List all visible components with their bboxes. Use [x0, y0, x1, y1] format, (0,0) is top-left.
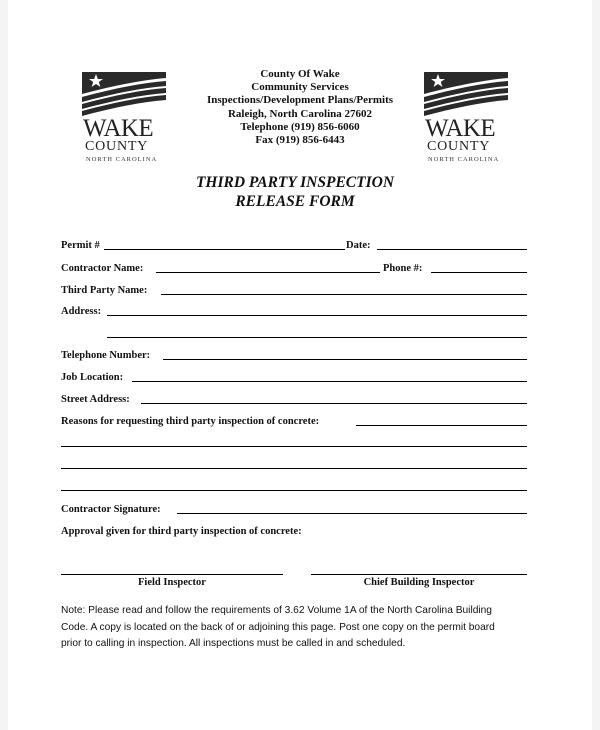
address-field-line1[interactable] [107, 315, 527, 316]
note-line: Note: Please read and follow the requirements of 3.62 Volume 1A of the North Carolina Building [61, 605, 492, 616]
permit-label: Permit # [61, 240, 100, 251]
form-note [61, 603, 541, 653]
logo-state-text: NORTH CAROLINA [86, 156, 158, 163]
field-inspector-label: Field Inspector [138, 577, 206, 588]
header-line: County Of Wake [260, 68, 340, 80]
date-label: Date: [346, 240, 371, 251]
job-location-label: Job Location: [61, 372, 124, 383]
address-label: Address: [61, 306, 102, 317]
date-field[interactable] [377, 249, 527, 250]
approval-label: Approval given for third party inspection of concrete: [61, 526, 302, 537]
logo-state-text: NORTH CAROLINA [428, 156, 500, 163]
contractor-signature-field[interactable] [177, 513, 527, 514]
reasons-field-line4[interactable] [61, 490, 527, 491]
street-address-field[interactable] [141, 403, 527, 404]
third-party-name-label: Third Party Name: [61, 285, 148, 296]
logo-wake-text: WAKE [83, 115, 154, 142]
third-party-name-field[interactable] [161, 294, 527, 295]
chief-building-inspector-signature-field[interactable] [311, 574, 527, 575]
header-line: Inspections/Development Plans/Permits [206, 94, 394, 107]
contractor-name-field[interactable] [156, 272, 380, 273]
note-line: prior to calling in inspection. All inspections must be called in and scheduled. [61, 638, 406, 649]
address-field-line2[interactable] [107, 337, 527, 338]
phone-label: Phone #: [383, 263, 423, 274]
street-address-label: Street Address: [61, 394, 130, 405]
note-line: Code. A copy is located on the back of or adjoining this page. Post one copy on the permit board [61, 621, 495, 633]
header-line: Telephone (919) 856-6060 [240, 120, 360, 133]
header-line: Community Services [251, 81, 349, 94]
reasons-field-line3[interactable] [61, 468, 527, 469]
county-address-header [0, 68, 600, 147]
logo-county-text: COUNTY [427, 139, 491, 154]
contractor-signature-label: Contractor Signature: [61, 504, 161, 515]
reasons-field-line1[interactable] [356, 425, 527, 426]
logo-county-text: COUNTY [85, 139, 149, 154]
form-title-line1: THIRD PARTY INSPECTION [195, 174, 395, 191]
header-line: Raleigh, North Carolina 27602 [227, 107, 373, 120]
permit-field[interactable] [104, 249, 345, 250]
field-inspector-signature-field[interactable] [61, 574, 283, 575]
logo-wake-text: WAKE [425, 115, 496, 142]
reasons-field-line2[interactable] [61, 446, 527, 447]
header-line: Fax (919) 856-6443 [255, 134, 345, 147]
chief-building-inspector-label: Chief Building Inspector [363, 577, 475, 588]
job-location-field[interactable] [132, 381, 527, 382]
telephone-number-field[interactable] [163, 359, 527, 360]
telephone-number-label: Telephone Number: [61, 350, 151, 361]
form-title-line2: RELEASE FORM [235, 193, 355, 210]
reasons-label: Reasons for requesting third party inspection of concrete: [61, 416, 320, 427]
contractor-name-label: Contractor Name: [61, 263, 144, 274]
phone-field[interactable] [431, 272, 527, 273]
